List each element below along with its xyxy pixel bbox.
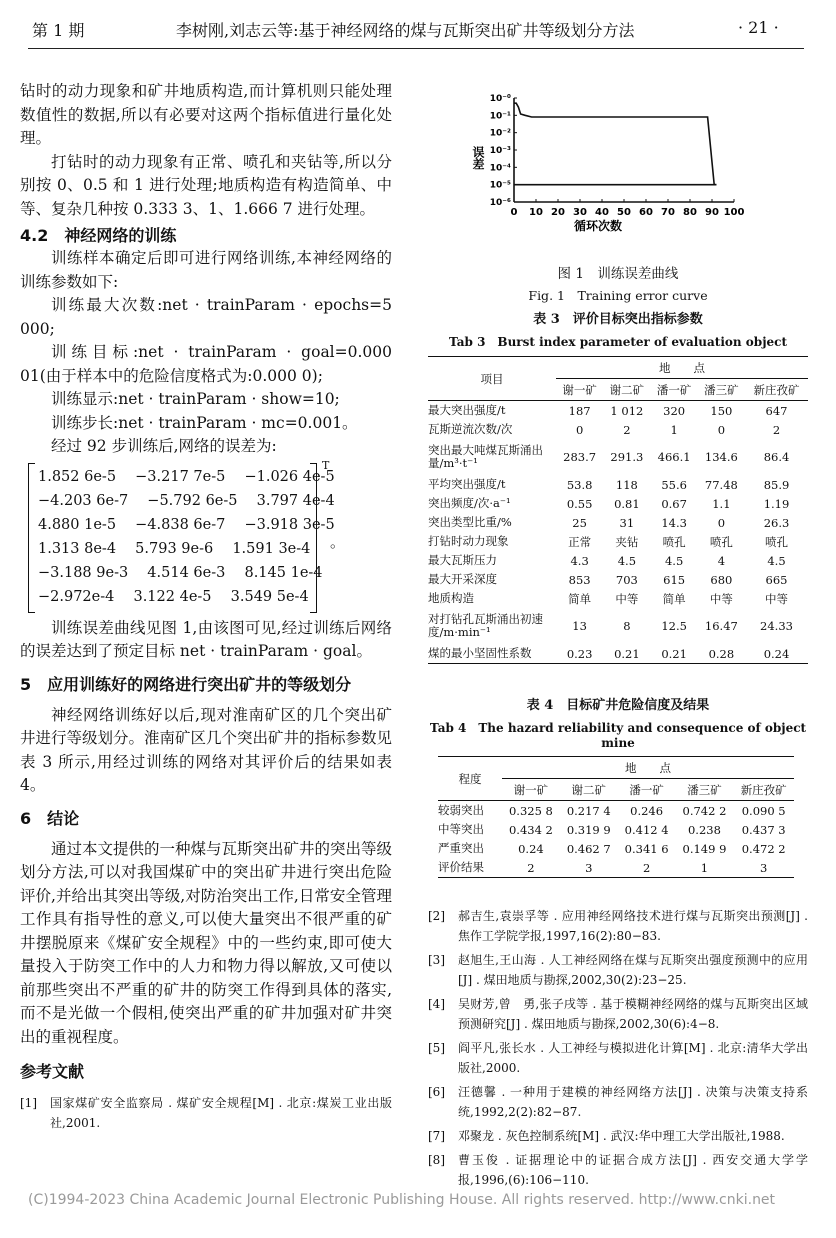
reference-item xyxy=(428,906,808,946)
table-cell: 4.5 xyxy=(767,553,786,568)
table-row xyxy=(438,820,794,839)
param-show: 训练显示:net · trainParam · show=10; xyxy=(51,390,340,408)
table-cell: 4.5 xyxy=(617,553,637,568)
table-header-cell: 谢一矿 xyxy=(502,779,560,801)
reference-number: [2] xyxy=(428,909,445,923)
row-label: 中等突出 xyxy=(438,822,484,836)
row-label: 较弱突出 xyxy=(438,803,484,817)
table-cell: 703 xyxy=(615,572,638,587)
table-cell: 喷孔 xyxy=(709,534,733,549)
section-heading-5: 5 应用训练好的网络进行突出矿井的等级划分 xyxy=(20,674,352,694)
table-cell: 简单 xyxy=(568,591,592,606)
table-cell: 中等 xyxy=(615,591,639,606)
row-label: 评价结果 xyxy=(438,860,484,874)
table-cell: 31 xyxy=(619,515,635,530)
matrix-left-bracket xyxy=(28,463,35,613)
table-cell: 1 xyxy=(670,422,678,437)
reference-number: [6] xyxy=(428,1085,445,1099)
transpose-mark: T xyxy=(322,458,330,472)
paragraph: 通过本文提供的一种煤与瓦斯突出矿井的突出等级划分方法,可以对我国煤矿中的突出矿井进行突出危险评价,并给出其突出等级,对防治突出工作,日常安全管理工作具有指导性的意义,可以使大量突出不很严重的矿井摆脱原来《煤矿安全规程》中的一些约束,即可使大量投入于防突工作中的人力和物力得以解放,又可使以前那些突出不严重的矿井的防突工作得到具体的落实,而不是光做一个假相,使突出严重的矿井加强对矿井突出的重视程度。 xyxy=(20,839,393,1046)
table-cell: 喷孔 xyxy=(662,534,686,549)
row-label: 平均突出强度/t xyxy=(428,477,506,491)
table-cell: 320 xyxy=(663,403,686,418)
table-cell: 4.3 xyxy=(570,553,589,568)
table-cell: 466.1 xyxy=(657,450,691,464)
table-cell: 0.24 xyxy=(763,646,790,661)
table-cell: 1.1 xyxy=(712,496,731,511)
x-tick-label: 50 xyxy=(617,207,631,218)
table-header-cell: 潘一矿 xyxy=(618,779,676,801)
reference-number: [8] xyxy=(428,1153,445,1167)
series-line xyxy=(514,103,716,185)
row-label: 突出最大吨煤瓦斯涌出量/m³·t⁻¹ xyxy=(428,443,543,470)
row-label: 突出类型比重/% xyxy=(428,515,512,529)
table-cell: 615 xyxy=(663,572,686,587)
table-row xyxy=(428,532,808,551)
table-cell: 喷孔 xyxy=(765,534,788,549)
reference-item xyxy=(428,950,808,990)
matrix-period: 。 xyxy=(330,532,346,551)
table-header-cell: 谢二矿 xyxy=(603,379,650,401)
table-4 xyxy=(438,756,794,878)
table-header-col0: 程度 xyxy=(438,757,502,801)
table-row xyxy=(428,570,808,589)
matrix-row: −3.188 9e-3 4.514 6e-3 8.145 1e-4 xyxy=(38,564,323,581)
table-4-caption-cn: 表 4 目标矿井危险信度及结果 xyxy=(526,698,710,713)
table-header-group: 地 点 xyxy=(556,357,808,379)
table-header-col0: 项目 xyxy=(428,357,556,401)
table-header-cell: 新庄孜矿 xyxy=(733,779,794,801)
reference-item xyxy=(428,1038,808,1078)
table-row xyxy=(428,513,808,532)
table-cell: 0.24 xyxy=(518,841,544,856)
table-cell: 0.472 2 xyxy=(741,841,786,856)
references-list xyxy=(428,906,808,1190)
table-row xyxy=(428,401,808,421)
param-goal: 训练目标:net · trainParam · goal=0.000 01(由于样本中的危险信度格式为:0.000 0); xyxy=(20,343,392,385)
table-cell: 2 xyxy=(527,860,535,875)
reference-number: [5] xyxy=(428,1041,445,1055)
figure-1-caption-cn: 图 1 训练误差曲线 xyxy=(557,266,679,282)
table-cell: 3 xyxy=(585,860,593,875)
table-3-caption-cn: 表 3 评价目标突出指标参数 xyxy=(533,312,703,327)
table-cell: 0 xyxy=(575,422,584,437)
reference-item xyxy=(428,1126,808,1146)
table-cell: 1 012 xyxy=(610,403,644,418)
y-tick-label: 10⁻⁶ xyxy=(489,198,511,208)
table-row xyxy=(428,420,808,439)
table-header-cell: 谢一矿 xyxy=(556,379,603,401)
x-tick-label: 30 xyxy=(573,207,587,218)
table-cell: 0.341 6 xyxy=(624,841,669,856)
table-cell: 0.55 xyxy=(566,496,593,511)
row-label: 最大瓦斯压力 xyxy=(428,553,497,567)
table-row xyxy=(438,839,794,858)
table-cell: 简单 xyxy=(662,591,686,606)
x-tick-label: 20 xyxy=(551,207,565,218)
paragraph: 训练样本确定后即可进行网络训练,本神经网络的训练参数如下: xyxy=(20,249,392,291)
table-cell: 187 xyxy=(568,403,591,418)
table-cell: 853 xyxy=(568,572,591,587)
table-cell: 正常 xyxy=(568,534,592,549)
table-cell: 25 xyxy=(572,515,587,530)
matrix-row: −4.203 6e-7 −5.792 6e-5 3.797 4e-4 xyxy=(38,492,335,509)
table-cell: 0.434 2 xyxy=(508,822,553,837)
table-header-cell: 潘一矿 xyxy=(651,379,698,401)
header-rule xyxy=(28,48,804,49)
y-axis-label: 误差 xyxy=(471,146,485,170)
table-cell: 1 xyxy=(700,860,709,875)
table-cell: 14.3 xyxy=(661,515,687,530)
table-header-group: 地 点 xyxy=(502,757,794,779)
table-cell: 0 xyxy=(717,422,726,437)
matrix-row: 1.852 6e-5 −3.217 7e-5 −1.026 4e-5 xyxy=(38,468,335,485)
table-row xyxy=(428,608,808,644)
table-cell: 1.19 xyxy=(763,496,790,511)
row-label: 突出频度/次·a⁻¹ xyxy=(428,496,511,510)
x-tick-label: 60 xyxy=(639,207,653,218)
table-row xyxy=(438,801,794,821)
reference-text: 汪德馨 . 一种用于建模的神经网络方法[J] . 决策与决策支持系统,1992,2(2):82−87. xyxy=(458,1085,808,1119)
table-cell: 0.217 4 xyxy=(566,803,611,818)
table-cell: 4 xyxy=(717,553,726,568)
table-cell: 中等 xyxy=(709,591,733,606)
matrix-row: 4.880 1e-5 −4.838 6e-7 −3.918 3e-5 xyxy=(38,516,335,533)
table-header-cell: 谢二矿 xyxy=(560,779,618,801)
running-header xyxy=(28,12,808,52)
table-cell: 24.33 xyxy=(760,619,793,633)
training-error-chart xyxy=(428,80,808,266)
row-label: 打钻时动力现象 xyxy=(428,534,509,548)
issue-number: 第 1 期 xyxy=(32,21,85,40)
table-cell: 118 xyxy=(615,477,638,492)
row-label: 最大开采深度 xyxy=(428,572,497,586)
table-cell: 0 xyxy=(717,515,726,530)
param-mc: 训练步长:net · trainParam · mc=0.001。 xyxy=(51,413,358,432)
table-cell: 8 xyxy=(623,619,631,633)
table-3-caption-en: Tab 3 Burst index parameter of evaluation object xyxy=(448,335,788,349)
table-cell: 0.21 xyxy=(661,646,687,661)
table-cell: 134.6 xyxy=(704,450,738,464)
reference-text: 吴财芳,曾 勇,张子戌等 . 基于模糊神经网络的煤与瓦斯突出区域预测研究[J] . 煤田地质与勘探,2002,30(6):4−8. xyxy=(458,997,808,1031)
x-tick-label: 40 xyxy=(595,207,609,218)
table-cell: 0.149 9 xyxy=(682,841,727,856)
x-tick-label: 70 xyxy=(661,207,675,218)
x-axis-label: 循环次数 xyxy=(573,219,623,233)
matrix-row: −2.972e-4 3.122 4e-5 3.549 5e-4 xyxy=(38,588,309,605)
figure-1-caption-en: Fig. 1 Training error curve xyxy=(528,288,708,303)
table-row xyxy=(428,494,808,513)
x-tick-label: 0 xyxy=(510,207,518,218)
table-cell: 0.28 xyxy=(708,646,735,661)
table-cell: 0.090 5 xyxy=(741,803,786,818)
table-cell: 85.9 xyxy=(763,477,790,492)
figure-1 xyxy=(428,80,808,266)
right-column xyxy=(428,80,808,1194)
table-header-cell: 新庄孜矿 xyxy=(745,379,808,401)
table-cell: 0.81 xyxy=(614,496,640,511)
table-row xyxy=(428,644,808,664)
y-tick-label: 10⁻² xyxy=(489,128,511,139)
table-cell: 26.3 xyxy=(763,515,790,530)
reference-text: 赵旭生,王山海 . 人工神经网络在煤与瓦斯突出强度预测中的应用[J] . 煤田地质与勘探,2002,30(2):23−25. xyxy=(458,953,808,987)
table-header-cell: 潘三矿 xyxy=(698,379,745,401)
x-tick-label: 80 xyxy=(683,207,697,218)
table-cell: 77.48 xyxy=(704,477,738,492)
y-tick-label: 10⁻³ xyxy=(489,146,511,156)
table-cell: 2 xyxy=(642,860,651,875)
reference-item xyxy=(428,1150,808,1190)
table-cell: 0.246 xyxy=(630,803,664,818)
reference-text: 国家煤矿安全监察局 . 煤矿安全规程[M] . 北京:煤炭工业出版社,2001. xyxy=(50,1096,392,1130)
y-tick-label: 10⁻¹ xyxy=(489,111,511,122)
table-cell: 283.7 xyxy=(563,450,597,464)
table-cell: 665 xyxy=(765,572,788,587)
y-tick-label: 10⁻⁵ xyxy=(489,180,511,191)
table-cell: 0.238 xyxy=(687,822,721,837)
copyright-footer: (C)1994-2023 China Academic Journal Electronic Publishing House. All rights reserved. http://www.cnki.net xyxy=(28,1192,776,1208)
table-3 xyxy=(428,356,808,664)
page-number: · 21 · xyxy=(738,18,779,37)
error-matrix xyxy=(28,458,392,613)
matrix-row: 1.313 8e-4 5.793 9e-6 1.591 3e-4 xyxy=(38,540,311,557)
table-4-caption-en: Tab 4 The hazard reliability and consequence of object mine xyxy=(429,721,807,750)
table-cell: 13 xyxy=(572,619,587,633)
x-tick-label: 100 xyxy=(723,207,745,218)
reference-text: 郝吉生,袁崇孚等 . 应用神经网络技术进行煤与瓦斯突出预测[J] . 焦作工学院学报,1997,16(2):80−83. xyxy=(458,909,808,943)
row-label: 地质构造 xyxy=(428,591,474,605)
reference-item xyxy=(20,1093,392,1133)
table-cell: 16.47 xyxy=(704,619,738,633)
table-cell: 0.319 9 xyxy=(566,822,611,837)
table-cell: 2 xyxy=(772,422,781,437)
x-tick-label: 90 xyxy=(705,207,719,218)
param-epochs: 训练最大次数:net · trainParam · epochs=5 000; xyxy=(20,296,392,338)
paragraph: 钻时的动力现象和矿井地质构造,而计算机则只能处理数值性的数据,所以有必要对这两个指标值进行量化处理。 xyxy=(20,82,392,147)
table-cell: 86.4 xyxy=(763,450,790,464)
table-row xyxy=(428,439,808,475)
table-cell: 0.437 3 xyxy=(741,822,786,837)
reference-number: [4] xyxy=(428,997,445,1011)
table-row xyxy=(438,858,794,878)
table-cell: 0.462 7 xyxy=(566,841,611,856)
table-row xyxy=(428,589,808,608)
table-cell: 中等 xyxy=(765,591,788,606)
table-cell: 夹钻 xyxy=(615,534,639,549)
table-cell: 0.23 xyxy=(566,646,593,661)
reference-text: 邓聚龙 . 灰色控制系统[M] . 武汉:华中理工大学出版社,1988. xyxy=(458,1129,785,1143)
table-cell: 0.742 2 xyxy=(682,803,727,818)
x-tick-label: 10 xyxy=(529,207,543,218)
table-cell: 647 xyxy=(765,403,788,418)
row-label: 最大突出强度/t xyxy=(428,403,506,417)
y-tick-label: 10⁻⁴ xyxy=(489,163,511,174)
table-cell: 150 xyxy=(710,403,733,418)
paragraph: 打钻时的动力现象有正常、喷孔和夹钻等,所以分别按 0、0.5 和 1 进行处理;地质构造有构造简单、中等、复杂几种按 0.333 3、1、1.666 7 进行处理。 xyxy=(20,152,392,218)
table-cell: 3 xyxy=(760,860,768,875)
reference-text: 阎平凡,张长水 . 人工神经与模拟进化计算[M] . 北京:清华大学出版社,2000. xyxy=(458,1041,808,1075)
table-cell: 0.21 xyxy=(614,646,640,661)
paragraph: 训练误差曲线见图 1,由该图可见,经过训练后网络的误差达到了预定目标 net · trainParam · goal。 xyxy=(20,618,392,660)
table-cell: 55.6 xyxy=(661,477,687,492)
row-label: 瓦斯逆流次数/次 xyxy=(428,422,513,436)
row-label: 煤的最小坚固性系数 xyxy=(428,646,532,660)
left-column xyxy=(20,80,392,1133)
row-label: 对打钻孔瓦斯涌出初速度/m·min⁻¹ xyxy=(428,612,543,639)
reference-item xyxy=(428,1082,808,1122)
reference-number: [3] xyxy=(428,953,445,967)
table-row xyxy=(428,475,808,494)
table-cell: 0.325 8 xyxy=(508,803,553,818)
paragraph: 经过 92 步训练后,网络的误差为: xyxy=(51,437,277,455)
table-row xyxy=(428,551,808,570)
reference-text: 曹玉俊 . 证据理论中的证据合成方法[J] . 西安交通大学学报,1996,(6):106−110. xyxy=(458,1153,808,1187)
table-cell: 53.8 xyxy=(566,477,593,492)
references-heading: 参考文献 xyxy=(20,1062,85,1081)
section-heading-6: 6 结论 xyxy=(20,808,80,828)
row-label: 严重突出 xyxy=(438,841,484,855)
running-title: 李树刚,刘志云等:基于神经网络的煤与瓦斯突出矿井等级划分方法 xyxy=(176,21,635,40)
reference-number: [7] xyxy=(428,1129,445,1143)
table-cell: 12.5 xyxy=(661,619,687,633)
table-cell: 291.3 xyxy=(610,450,644,464)
table-cell: 4.5 xyxy=(664,553,684,568)
paragraph: 神经网络训练好以后,现对淮南矿区的几个突出矿井进行等级划分。淮南矿区几个突出矿井的指标参数见表 3 所示,用经过训练的网络对其评价后的结果如表 4。 xyxy=(20,705,393,794)
table-cell: 680 xyxy=(710,572,733,587)
y-tick-label: 10⁻⁰ xyxy=(489,94,511,104)
reference-item xyxy=(428,994,808,1034)
table-cell: 2 xyxy=(623,422,631,437)
table-cell: 0.67 xyxy=(661,496,687,511)
reference-number: [1] xyxy=(20,1096,37,1110)
table-cell: 0.412 4 xyxy=(624,822,669,837)
section-heading-4-2: 4.2 神经网络的训练 xyxy=(20,226,177,245)
table-header-cell: 潘三矿 xyxy=(676,779,734,801)
